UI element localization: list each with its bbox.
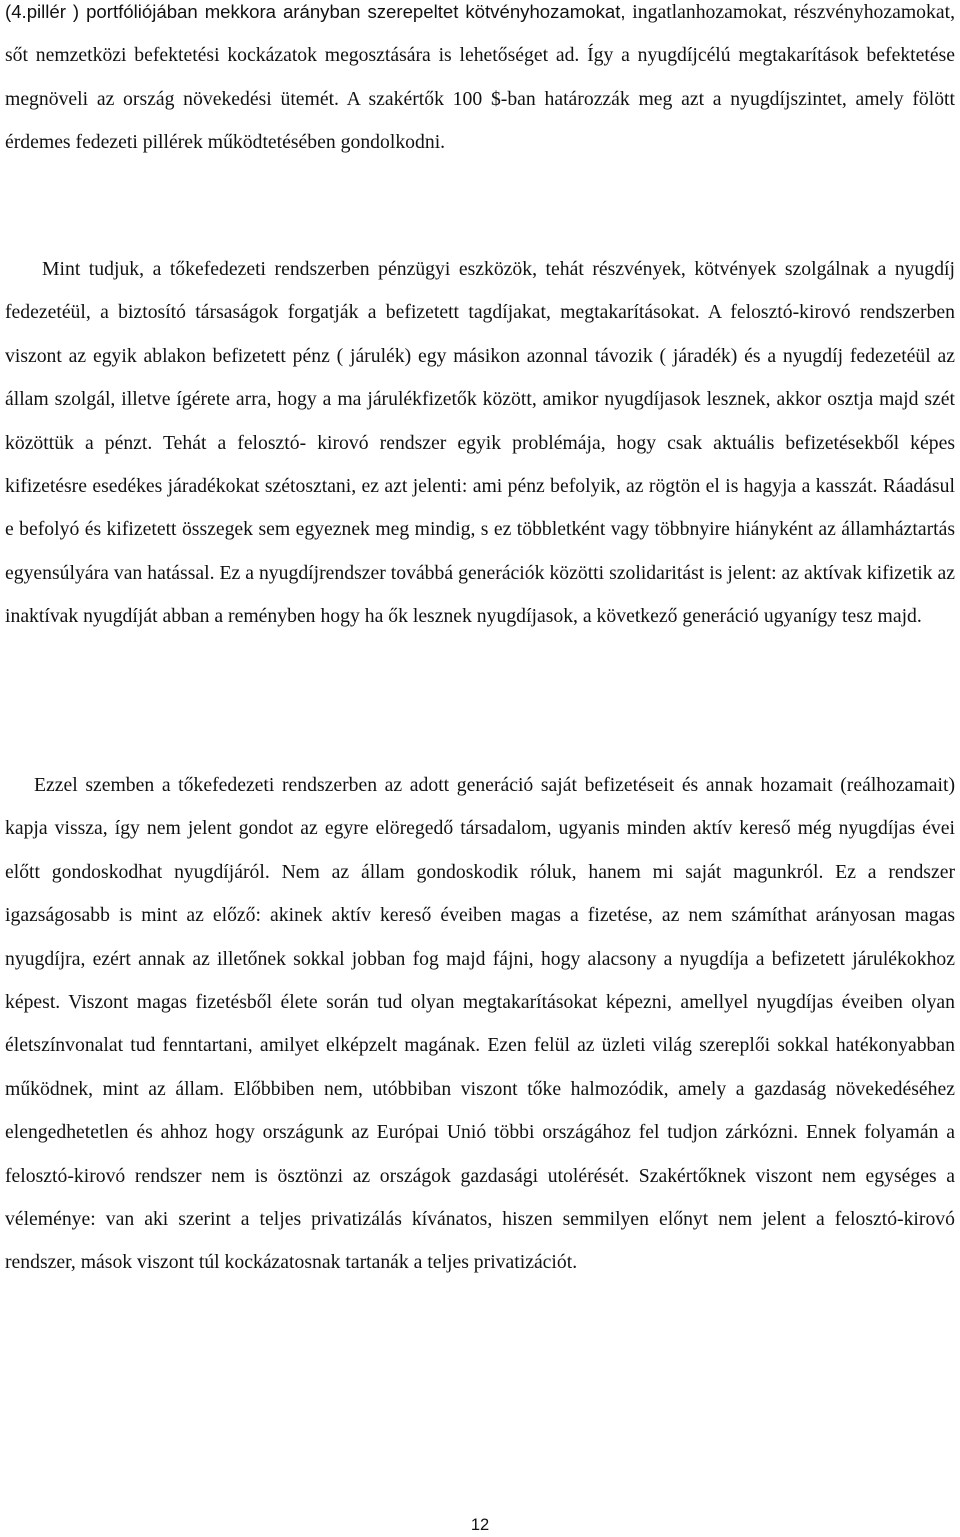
paragraph-2 — [5, 248, 955, 639]
paragraph-1-text: ingatlanhozamokat, részvényhozamokat, sőt nemzetközi befektetési kockázatok megosztására is lehetőséget ad. Így a nyugdíjcélú megtakarítások befektetése megnöveli az ország növekedési ütemét. A szakértők 100 $-ban határozzák meg azt a nyugdíjszintet, amely fölött érdemes fedezeti pillérek működtetésében gondolkodni. — [5, 1, 955, 154]
paragraph-3 — [5, 764, 955, 1285]
paragraph-2-text: Mint tudjuk, a tőkefedezeti rendszerben pénzügyi eszközök, tehát részvények, kötvények szolgálnak a nyugdíj fedezetéül, a biztosító társaságok forgatják a befizetett tagdíjakat, megtakarításokat. A felosztó-kirovó rendszerben viszont az egyik ablakon befizetett pénz ( járulék) egy másikon azonnal távozik ( járadék) és a nyugdíj fedezetéül az állam szolgál, illetve ígérete arra, hogy a ma járulékfizetők között, amikor nyugdíjasok lesznek, akkor osztja majd szét közöttük a pénzt. Tehát a felosztó- kirovó rendszer egyik problémája, hogy csak aktuális befizetésekből képes kifizetésre esedékes járadékokat szétosztani, ez azt jelenti: ami pénz befolyik, az rögtön el is hagyja a kasszát. Ráadásul e befolyó és kifizetett összegek sem egyeznek meg mindig, s ez többletként vagy többnyire hiányként az államháztartás egyensúlyára van hatással. Ez a nyugdíjrendszer továbbá generációk közötti szolidaritást is jelent: az aktívak kifizetik az inaktívak nyugdíját abban a reményben hogy ha ők lesznek nyugdíjasok, a következő generáció ugyanígy tesz majd. — [5, 258, 955, 628]
paragraph-1 — [5, 0, 955, 165]
page-number: 12 — [470, 1516, 490, 1534]
paragraph-1-lead: (4.pillér ) portfóliójában mekkora arányban szerepeltet kötvényhozamokat, — [5, 1, 626, 22]
paragraph-3-text: Ezzel szemben a tőkefedezeti rendszerben az adott generáció saját befizetéseit és annak hozamait (reálhozamait) kapja vissza, így nem jelent gondot az egyre elöregedő társadalom, ugyanis minden aktív kereső még nyugdíjas évei előtt gondoskodhat nyugdíjáról. Nem az állam gondoskodik róluk, hanem mi saját magunkról. Ez a rendszer igazságosabb is mint az előző: akinek aktív kereső éveiben magas a fizetése, az nem számíthat arányosan magas nyugdíjra, ezért annak az illetőnek sokkal jobban fog majd fájni, hogy alacsony a nyugdíja a befizetett járulékokhoz képest. Viszont magas fizetésből élete során tud olyan megtakarításokat képezni, amellyel nyugdíjas éveiben olyan életszínvonalat tud fenntartani, amilyet elképzelt magának. Ezen felül az üzleti világ szereplői sokkal hatékonyabban működnek, mint az állam. Előbbiben nem, utóbbiban viszont tőke halmozódik, amely a gazdaság növekedéséhez elengedhetetlen és ahhoz hogy országunk az Európai Unió többi országához fel tudjon zárkózni. Ennek folyamán a felosztó-kirovó rendszer nem is ösztönzi az országok gazdasági utolérését. Szakértőknek viszont nem egységes a véleménye: van aki szerint a teljes privatizálás kívánatos, hiszen semmilyen előnyt nem jelent a felosztó-kirovó rendszer, mások viszont túl kockázatosnak tartanák a teljes privatizációt. — [5, 774, 955, 1274]
